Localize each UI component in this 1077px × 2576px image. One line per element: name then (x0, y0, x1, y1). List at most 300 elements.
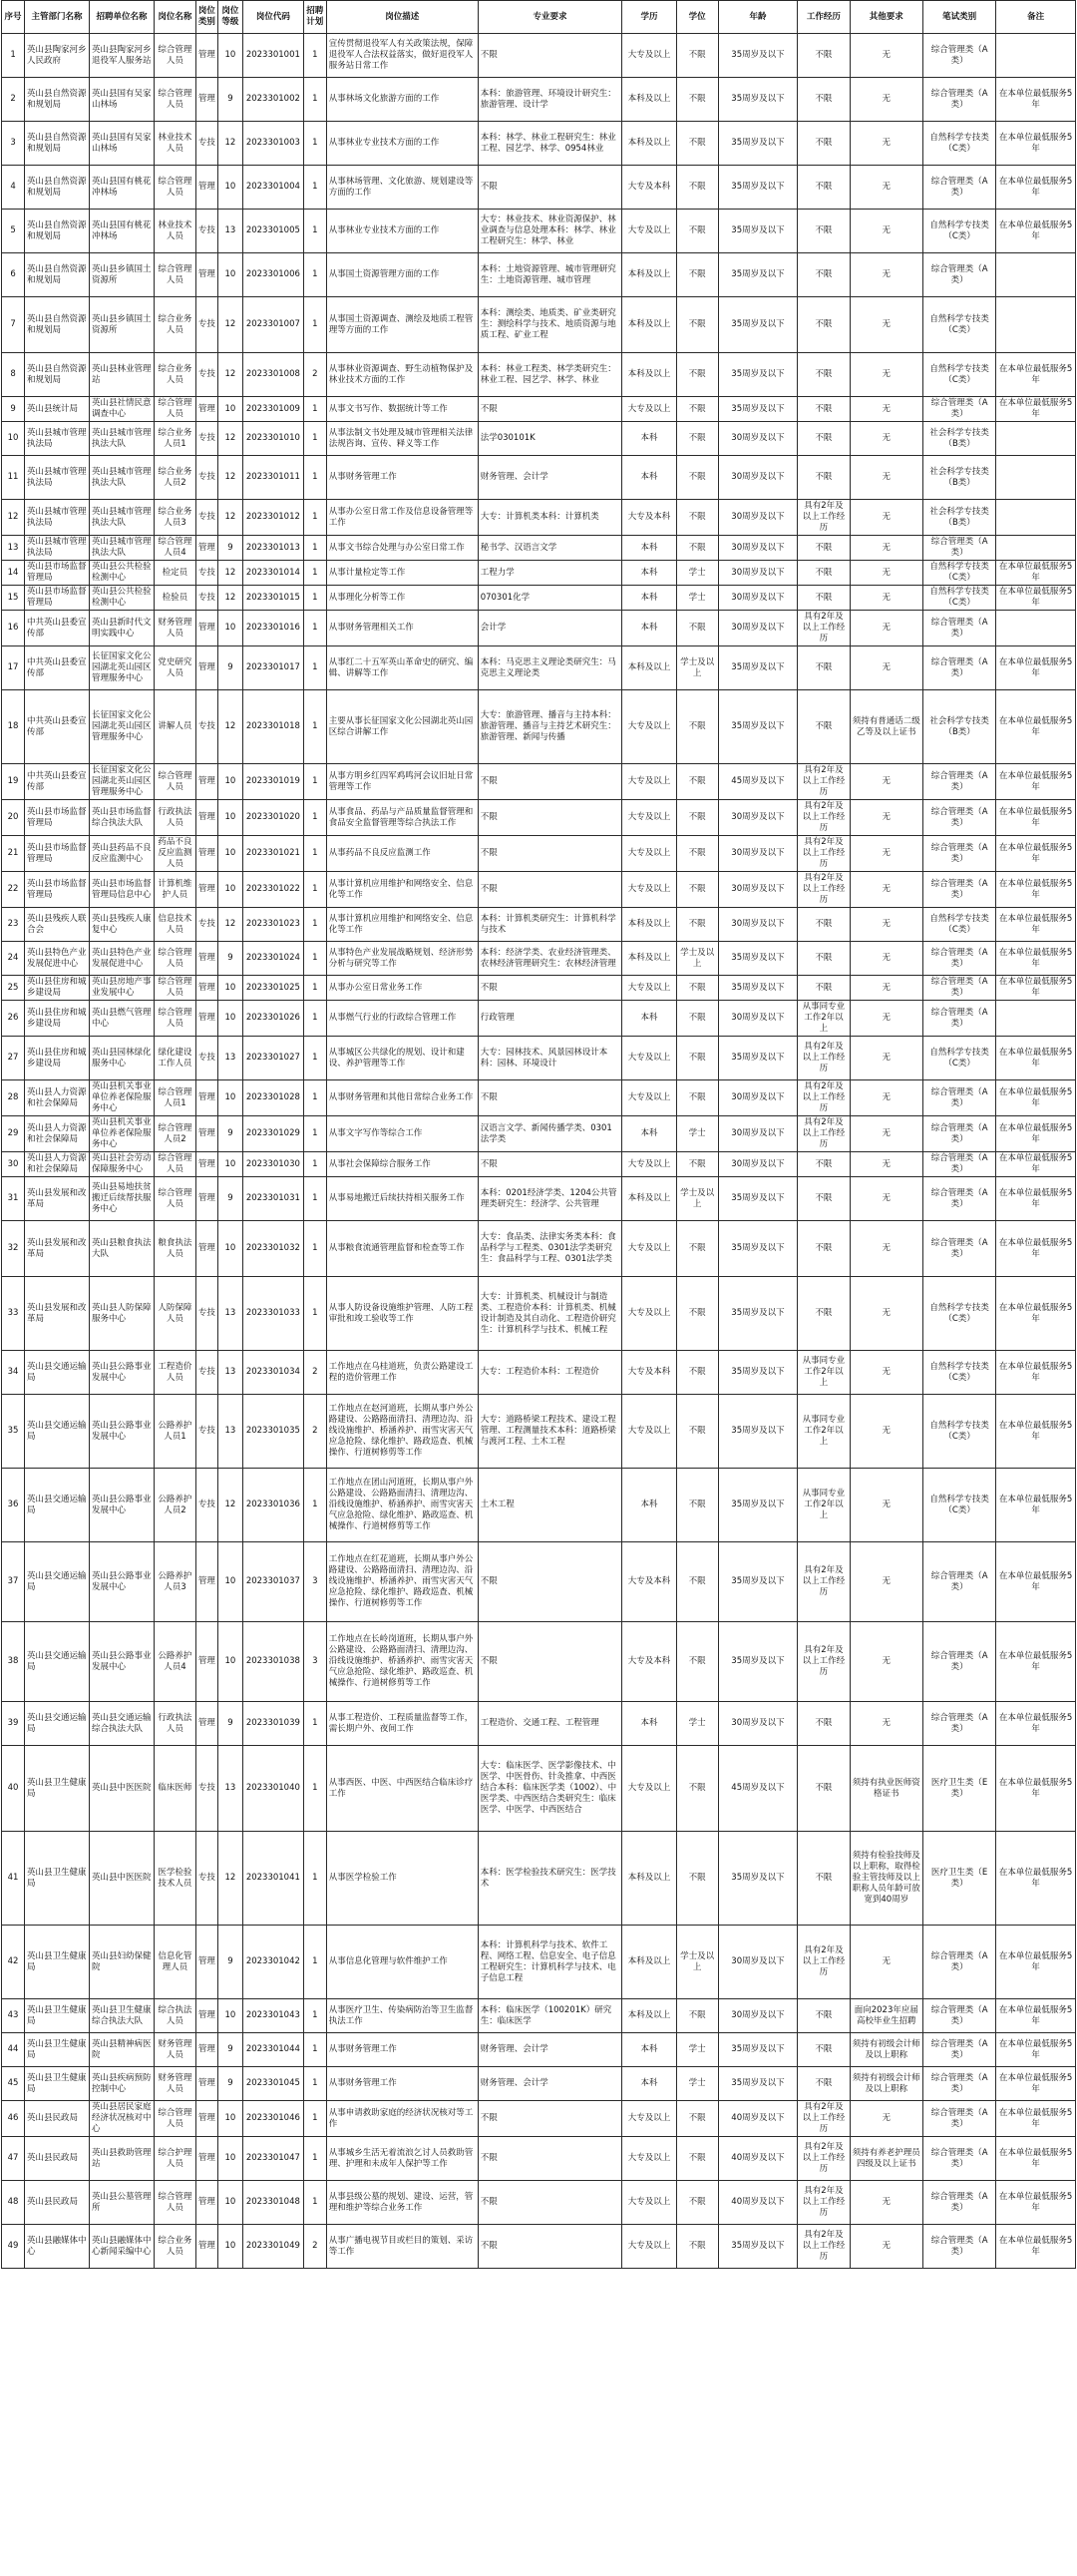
cell-index: 44 (2, 2033, 25, 2067)
cell-post-type: 专技 (195, 586, 217, 611)
cell-plan: 1 (303, 611, 326, 646)
cell-index: 14 (2, 561, 25, 586)
cell-post-type: 管理 (195, 1080, 217, 1116)
cell-unit: 英山县机关事业单位养老保险服务中心 (90, 1116, 155, 1152)
cell-post-level: 12 (217, 561, 242, 586)
cell-plan: 1 (303, 1221, 326, 1277)
cell-education: 大专及以上 (622, 872, 676, 908)
cell-remark: 在本单位最低服务5年 (996, 1542, 1076, 1622)
cell-exam: 自然科学专技类（C类） (922, 586, 995, 611)
cell-major: 本科：经济学类、农业经济管理类、农林经济管理研究生：农林经济管理 (478, 942, 622, 976)
cell-dept: 英山县卫生健康局 (25, 1999, 90, 2033)
cell-major: 大专：旅游管理、播音与主持本科：旅游管理、播音与主持艺术研究生：旅游管理、新闻与传播 (478, 690, 622, 764)
cell-index: 10 (2, 422, 25, 456)
cell-major: 本科：计算机类研究生：计算机科学与技术 (478, 908, 622, 942)
cell-major: 行政管理 (478, 1001, 622, 1037)
cell-education: 本科 (622, 422, 676, 456)
cell-post-type: 专技 (195, 1395, 217, 1469)
cell-dept: 英山县城市管理执法局 (25, 422, 90, 456)
cell-other: 无 (850, 836, 922, 872)
cell-description: 从事办公室日常工作及信息设备管理等工作 (326, 500, 478, 536)
cell-remark: 在本单位最低服务5年 (996, 1177, 1076, 1221)
cell-plan: 1 (303, 456, 326, 500)
cell-index: 24 (2, 942, 25, 976)
cell-experience: 不限 (798, 586, 850, 611)
cell-remark: 在本单位最低服务5年 (996, 586, 1076, 611)
cell-exam: 综合管理类（A类） (922, 2181, 995, 2225)
table-row (2, 1702, 1076, 1746)
cell-description: 从事粮食流通管理监督和检查等工作 (326, 1221, 478, 1277)
cell-post-name: 财务管理人员 (154, 2067, 195, 2101)
cell-dept: 英山县统计局 (25, 397, 90, 422)
cell-unit: 长征国家文化公园湖北英山园区管理服务中心 (90, 764, 155, 800)
cell-exam: 综合管理类（A类） (922, 1221, 995, 1277)
cell-post-level: 10 (217, 1999, 242, 2033)
cell-index: 38 (2, 1622, 25, 1702)
cell-remark: 在本单位最低服务5年 (996, 1080, 1076, 1116)
cell-education: 大专及以上 (622, 764, 676, 800)
cell-post-code: 2023301023 (243, 908, 304, 942)
cell-other: 无 (850, 1351, 922, 1395)
cell-post-type: 管理 (195, 253, 217, 297)
cell-post-level: 13 (217, 1746, 242, 1832)
cell-exam: 综合管理类（A类） (922, 78, 995, 122)
cell-description: 从事林业专业技术方面的工作 (326, 122, 478, 166)
cell-age: 35周岁及以下 (718, 1351, 798, 1395)
cell-post-name: 综合业务人员 (154, 353, 195, 397)
cell-education: 本科及以上 (622, 942, 676, 976)
cell-index: 30 (2, 1152, 25, 1177)
cell-experience: 不限 (798, 78, 850, 122)
cell-post-code: 2023301022 (243, 872, 304, 908)
cell-description: 从事药品不良反应监测工作 (326, 836, 478, 872)
cell-dept: 英山县市场监督管理局 (25, 872, 90, 908)
cell-exam: 自然科学专技类（C类） (922, 908, 995, 942)
cell-description: 从事财务管理相关工作 (326, 611, 478, 646)
cell-index: 13 (2, 536, 25, 561)
table-row (2, 2181, 1076, 2225)
cell-remark (996, 611, 1076, 646)
cell-major: 070301化学 (478, 586, 622, 611)
cell-education: 本科及以上 (622, 1926, 676, 1999)
cell-remark: 在本单位最低服务5年 (996, 1702, 1076, 1746)
cell-exam: 综合管理类（A类） (922, 611, 995, 646)
cell-post-code: 2023301021 (243, 836, 304, 872)
cell-degree: 不限 (676, 166, 718, 210)
cell-major: 不限 (478, 2101, 622, 2137)
cell-exam: 综合管理类（A类） (922, 2033, 995, 2067)
cell-experience: 不限 (798, 1999, 850, 2033)
cell-post-code: 2023301034 (243, 1351, 304, 1395)
cell-post-name: 综合管理人员 (154, 942, 195, 976)
cell-unit: 英山县公路事业发展中心 (90, 1622, 155, 1702)
cell-exam: 自然科学专技类（C类） (922, 297, 995, 353)
cell-other: 无 (850, 34, 922, 78)
cell-degree: 不限 (676, 1469, 718, 1542)
cell-post-name: 综合业务人员 (154, 297, 195, 353)
cell-post-type: 管理 (195, 1116, 217, 1152)
cell-experience: 具有2年及以上工作经历 (798, 500, 850, 536)
cell-experience: 不限 (798, 397, 850, 422)
cell-index: 16 (2, 611, 25, 646)
cell-exam: 综合管理类（A类） (922, 1080, 995, 1116)
cell-major: 工程造价、交通工程、工程管理 (478, 1702, 622, 1746)
cell-post-code: 2023301029 (243, 1116, 304, 1152)
cell-post-level: 10 (217, 397, 242, 422)
cell-exam: 综合管理类（A类） (922, 2101, 995, 2137)
header-description: 岗位描述 (326, 1, 478, 34)
cell-post-name: 计算机维护人员 (154, 872, 195, 908)
cell-experience: 不限 (798, 1177, 850, 1221)
cell-exam: 综合管理类（A类） (922, 34, 995, 78)
cell-post-type: 管理 (195, 1926, 217, 1999)
cell-post-type: 专技 (195, 297, 217, 353)
cell-description: 从事财务管理工作 (326, 456, 478, 500)
table-row (2, 690, 1076, 764)
cell-other: 无 (850, 1542, 922, 1622)
cell-post-name: 检定员 (154, 561, 195, 586)
cell-age: 30周岁及以下 (718, 1702, 798, 1746)
table-row (2, 34, 1076, 78)
cell-dept: 英山县民政局 (25, 2101, 90, 2137)
cell-other: 须持有养老护理员四级及以上证书 (850, 2137, 922, 2181)
cell-unit: 英山县国有吴家山林场 (90, 78, 155, 122)
cell-post-code: 2023301030 (243, 1152, 304, 1177)
cell-description: 从事文书综合处理与办公室日常工作 (326, 536, 478, 561)
header-education: 学历 (622, 1, 676, 34)
cell-remark (996, 456, 1076, 500)
cell-degree: 不限 (676, 976, 718, 1001)
cell-experience: 具有2年及以上工作经历 (798, 2137, 850, 2181)
cell-post-name: 综合管理人员 (154, 1001, 195, 1037)
cell-experience: 具有2年及以上工作经历 (798, 2101, 850, 2137)
cell-post-code: 2023301026 (243, 1001, 304, 1037)
table-row (2, 2067, 1076, 2101)
cell-degree: 不限 (676, 1622, 718, 1702)
cell-description: 从事林业资源调查、野生动植物保护及林业技术方面的工作 (326, 353, 478, 397)
cell-degree: 不限 (676, 397, 718, 422)
cell-education: 大专及以上 (622, 2101, 676, 2137)
cell-description: 从事燃气行业的行政综合管理工作 (326, 1001, 478, 1037)
cell-other: 无 (850, 297, 922, 353)
cell-remark (996, 34, 1076, 78)
cell-post-code: 2023301035 (243, 1395, 304, 1469)
cell-education: 大专及以上 (622, 1746, 676, 1832)
cell-index: 49 (2, 2225, 25, 2269)
cell-remark: 在本单位最低服务5年 (996, 1999, 1076, 2033)
cell-education: 大专及本科 (622, 1622, 676, 1702)
cell-index: 7 (2, 297, 25, 353)
cell-education: 本科 (622, 536, 676, 561)
cell-post-name: 综合管理人员1 (154, 1080, 195, 1116)
cell-age: 35周岁及以下 (718, 1832, 798, 1926)
cell-remark (996, 253, 1076, 297)
cell-post-level: 10 (217, 2225, 242, 2269)
cell-major: 大专：计算机类本科：计算机类 (478, 500, 622, 536)
cell-age: 35周岁及以下 (718, 122, 798, 166)
cell-remark: 在本单位最低服务5年 (996, 561, 1076, 586)
cell-plan: 1 (303, 2181, 326, 2225)
cell-age: 45周岁及以下 (718, 1746, 798, 1832)
cell-post-level: 12 (217, 1469, 242, 1542)
cell-post-level: 12 (217, 422, 242, 456)
cell-post-level: 10 (217, 2101, 242, 2137)
cell-degree: 学士及以上 (676, 942, 718, 976)
table-row (2, 1746, 1076, 1832)
cell-description: 从事财务管理工作 (326, 2033, 478, 2067)
cell-remark: 在本单位最低服务5年 (996, 646, 1076, 690)
cell-degree: 不限 (676, 872, 718, 908)
header-exam: 笔试类别 (922, 1, 995, 34)
cell-unit: 英山县燃气管理中心 (90, 1001, 155, 1037)
cell-post-level: 9 (217, 1702, 242, 1746)
cell-index: 39 (2, 1702, 25, 1746)
cell-exam: 综合管理类（A类） (922, 764, 995, 800)
cell-plan: 1 (303, 1001, 326, 1037)
cell-other: 须持有初级会计师及以上职称 (850, 2067, 922, 2101)
cell-education: 本科 (622, 1469, 676, 1542)
cell-plan: 1 (303, 166, 326, 210)
cell-other: 须持有检验技师及以上职称，取得检验主管技师及以上职称人员年龄可放宽到40周岁 (850, 1832, 922, 1926)
cell-major: 大专：林业技术、林业资源保护、林业调查与信息处理本科：林学、林业工程研究生：林学、林业 (478, 210, 622, 253)
table-row (2, 2101, 1076, 2137)
cell-degree: 不限 (676, 764, 718, 800)
cell-education: 本科 (622, 456, 676, 500)
cell-index: 8 (2, 353, 25, 397)
cell-age: 30周岁及以下 (718, 836, 798, 872)
cell-exam: 社会科学专技类（B类） (922, 690, 995, 764)
cell-other: 无 (850, 2225, 922, 2269)
cell-plan: 1 (303, 764, 326, 800)
cell-degree: 学士 (676, 1702, 718, 1746)
cell-education: 大专及以上 (622, 210, 676, 253)
cell-post-code: 2023301010 (243, 422, 304, 456)
cell-experience: 具有2年及以上工作经历 (798, 836, 850, 872)
cell-dept: 英山县市场监督管理局 (25, 561, 90, 586)
cell-post-type: 管理 (195, 34, 217, 78)
cell-description: 工作地点在赵河道班，长期从事户外公路建设、公路路面清扫、清理边沟、沿线设施维护、桥涵养护、雨雪灾害天气应急抢险、绿化维护、路政巡查、机械操作、行道树修剪等工作 (326, 1395, 478, 1469)
table-row (2, 764, 1076, 800)
cell-post-level: 13 (217, 210, 242, 253)
cell-post-code: 2023301008 (243, 353, 304, 397)
cell-index: 31 (2, 1177, 25, 1221)
cell-index: 21 (2, 836, 25, 872)
cell-post-code: 2023301039 (243, 1702, 304, 1746)
cell-post-name: 行政执法人员 (154, 800, 195, 836)
cell-degree: 不限 (676, 1746, 718, 1832)
cell-exam: 综合管理类（A类） (922, 1177, 995, 1221)
cell-degree: 不限 (676, 1152, 718, 1177)
cell-major: 本科：土地资源管理、城市管理研究生：土地资源管理、城市管理 (478, 253, 622, 297)
cell-education: 大专及以上 (622, 2181, 676, 2225)
cell-degree: 不限 (676, 253, 718, 297)
cell-post-name: 综合管理人员 (154, 2101, 195, 2137)
cell-exam: 自然科学专技类（C类） (922, 353, 995, 397)
cell-other: 无 (850, 976, 922, 1001)
cell-education: 大专及以上 (622, 1080, 676, 1116)
cell-degree: 不限 (676, 456, 718, 500)
cell-experience: 从事同专业工作2年以上 (798, 1395, 850, 1469)
cell-post-code: 2023301012 (243, 500, 304, 536)
cell-index: 22 (2, 872, 25, 908)
cell-experience: 具有2年及以上工作经历 (798, 2225, 850, 2269)
cell-exam: 自然科学专技类（C类） (922, 1037, 995, 1080)
cell-post-level: 10 (217, 800, 242, 836)
table-row (2, 942, 1076, 976)
cell-plan: 1 (303, 2067, 326, 2101)
cell-education: 本科及以上 (622, 1999, 676, 2033)
cell-dept: 英山县发展和改革局 (25, 1277, 90, 1351)
cell-description: 从事易地搬迁后续扶持相关服务工作 (326, 1177, 478, 1221)
cell-other: 须持有初级会计师及以上职称 (850, 2033, 922, 2067)
cell-education: 大专及以上 (622, 2137, 676, 2181)
cell-remark: 在本单位最低服务5年 (996, 1116, 1076, 1152)
cell-exam: 社会科学专技类（B类） (922, 422, 995, 456)
cell-post-name: 林业技术人员 (154, 122, 195, 166)
cell-description: 从事文书写作、数据统计等工作 (326, 397, 478, 422)
cell-remark: 在本单位最低服务5年 (996, 1832, 1076, 1926)
cell-post-type: 管理 (195, 836, 217, 872)
cell-age: 35周岁及以下 (718, 1542, 798, 1622)
cell-exam: 医疗卫生类（E类） (922, 1746, 995, 1832)
header-remark: 备注 (996, 1, 1076, 34)
cell-experience: 不限 (798, 2033, 850, 2067)
cell-description: 从事申请救助家庭的经济状况核对等工作 (326, 2101, 478, 2137)
cell-post-level: 10 (217, 611, 242, 646)
cell-exam: 综合管理类（A类） (922, 166, 995, 210)
cell-post-name: 公路养护人员3 (154, 1542, 195, 1622)
cell-post-type: 专技 (195, 500, 217, 536)
cell-index: 33 (2, 1277, 25, 1351)
cell-other: 无 (850, 500, 922, 536)
cell-unit: 英山县易地扶贫搬迁后续帮扶服务中心 (90, 1177, 155, 1221)
cell-unit: 英山县公共检验检测中心 (90, 561, 155, 586)
cell-major: 大专：临床医学、医学影像技术、中医学、中医骨伤、针灸推拿、中西医结合本科：临床医学类（1002）、中医学类、中西医结合类研究生：临床医学、中医学、中西医结合 (478, 1746, 622, 1832)
cell-index: 11 (2, 456, 25, 500)
cell-post-type: 管理 (195, 1702, 217, 1746)
cell-age: 35周岁及以下 (718, 166, 798, 210)
cell-dept: 英山县残疾人联合会 (25, 908, 90, 942)
cell-dept: 英山县陶家河乡人民政府 (25, 34, 90, 78)
cell-post-name: 财务管理人员 (154, 2033, 195, 2067)
cell-post-code: 2023301007 (243, 297, 304, 353)
cell-post-name: 综合管理人员 (154, 397, 195, 422)
cell-other: 无 (850, 456, 922, 500)
cell-education: 本科 (622, 2033, 676, 2067)
cell-index: 29 (2, 1116, 25, 1152)
cell-age: 30周岁及以下 (718, 800, 798, 836)
cell-description: 从事社会保障综合服务工作 (326, 1152, 478, 1177)
cell-post-level: 10 (217, 872, 242, 908)
cell-post-name: 综合管理人员 (154, 34, 195, 78)
cell-exam: 综合管理类（A类） (922, 646, 995, 690)
cell-post-code: 2023301047 (243, 2137, 304, 2181)
cell-exam: 综合管理类（A类） (922, 253, 995, 297)
cell-post-type: 管理 (195, 942, 217, 976)
cell-remark: 在本单位最低服务5年 (996, 1746, 1076, 1832)
cell-major: 不限 (478, 34, 622, 78)
cell-post-name: 党史研究人员 (154, 646, 195, 690)
cell-education: 大专及以上 (622, 836, 676, 872)
table-row (2, 397, 1076, 422)
table-row (2, 1542, 1076, 1622)
cell-remark: 在本单位最低服务5年 (996, 1926, 1076, 1999)
cell-other: 无 (850, 1926, 922, 1999)
cell-remark (996, 1001, 1076, 1037)
cell-other: 无 (850, 646, 922, 690)
cell-major: 本科：旅游管理、环境设计研究生：旅游管理、设计学 (478, 78, 622, 122)
cell-unit: 英山县疾病预防控制中心 (90, 2067, 155, 2101)
cell-post-level: 10 (217, 2181, 242, 2225)
cell-dept: 英山县交通运输局 (25, 1542, 90, 1622)
cell-age: 35周岁及以下 (718, 353, 798, 397)
cell-exam: 自然科学专技类（C类） (922, 210, 995, 253)
cell-description: 从事城乡生活无着流浪乞讨人员救助管理、护理和未成年人保护等工作 (326, 2137, 478, 2181)
cell-post-type: 专技 (195, 1746, 217, 1832)
cell-experience: 具有2年及以上工作经历 (798, 1037, 850, 1080)
cell-experience: 不限 (798, 253, 850, 297)
table-row (2, 1351, 1076, 1395)
cell-index: 9 (2, 397, 25, 422)
cell-description: 从事林场管理、文化旅游、规划建设等方面的工作 (326, 166, 478, 210)
cell-unit: 英山县公路事业发展中心 (90, 1542, 155, 1622)
cell-experience: 不限 (798, 353, 850, 397)
cell-index: 34 (2, 1351, 25, 1395)
cell-post-type: 专技 (195, 1351, 217, 1395)
cell-education: 大专及以上 (622, 1152, 676, 1177)
cell-description: 从事方明乡红四军鸡鸣河会议旧址日常管理等工作 (326, 764, 478, 800)
cell-dept: 英山县市场监督管理局 (25, 836, 90, 872)
cell-post-code: 2023301049 (243, 2225, 304, 2269)
table-row (2, 422, 1076, 456)
cell-education: 本科及以上 (622, 253, 676, 297)
cell-degree: 不限 (676, 122, 718, 166)
cell-other: 无 (850, 1080, 922, 1116)
cell-post-name: 综合管理人员 (154, 2181, 195, 2225)
cell-experience: 具有2年及以上工作经历 (798, 2181, 850, 2225)
cell-post-level: 13 (217, 1395, 242, 1469)
cell-age: 30周岁及以下 (718, 1999, 798, 2033)
table-row (2, 536, 1076, 561)
table-row (2, 646, 1076, 690)
cell-post-name: 粮食执法人员 (154, 1221, 195, 1277)
cell-post-type: 管理 (195, 2067, 217, 2101)
cell-other: 无 (850, 122, 922, 166)
cell-major: 秘书学、汉语言文学 (478, 536, 622, 561)
header-degree: 学位 (676, 1, 718, 34)
cell-major: 不限 (478, 1080, 622, 1116)
cell-dept: 英山县住房和城乡建设局 (25, 1001, 90, 1037)
cell-remark: 在本单位最低服务5年 (996, 166, 1076, 210)
cell-plan: 3 (303, 1622, 326, 1702)
cell-exam: 社会科学专技类（B类） (922, 500, 995, 536)
cell-major: 汉语言文学、新闻传播学类、0301法学类 (478, 1116, 622, 1152)
cell-plan: 1 (303, 1999, 326, 2033)
cell-post-level: 12 (217, 456, 242, 500)
cell-experience: 不限 (798, 690, 850, 764)
cell-age: 35周岁及以下 (718, 1622, 798, 1702)
cell-unit: 英山县园林绿化服务中心 (90, 1037, 155, 1080)
cell-post-type: 专技 (195, 1277, 217, 1351)
cell-post-name: 综合业务人员2 (154, 456, 195, 500)
cell-post-type: 管理 (195, 976, 217, 1001)
cell-dept: 英山县城市管理执法局 (25, 456, 90, 500)
cell-education: 本科 (622, 561, 676, 586)
cell-other: 无 (850, 253, 922, 297)
cell-post-level: 9 (217, 1926, 242, 1999)
table-row (2, 1395, 1076, 1469)
cell-other: 无 (850, 1001, 922, 1037)
